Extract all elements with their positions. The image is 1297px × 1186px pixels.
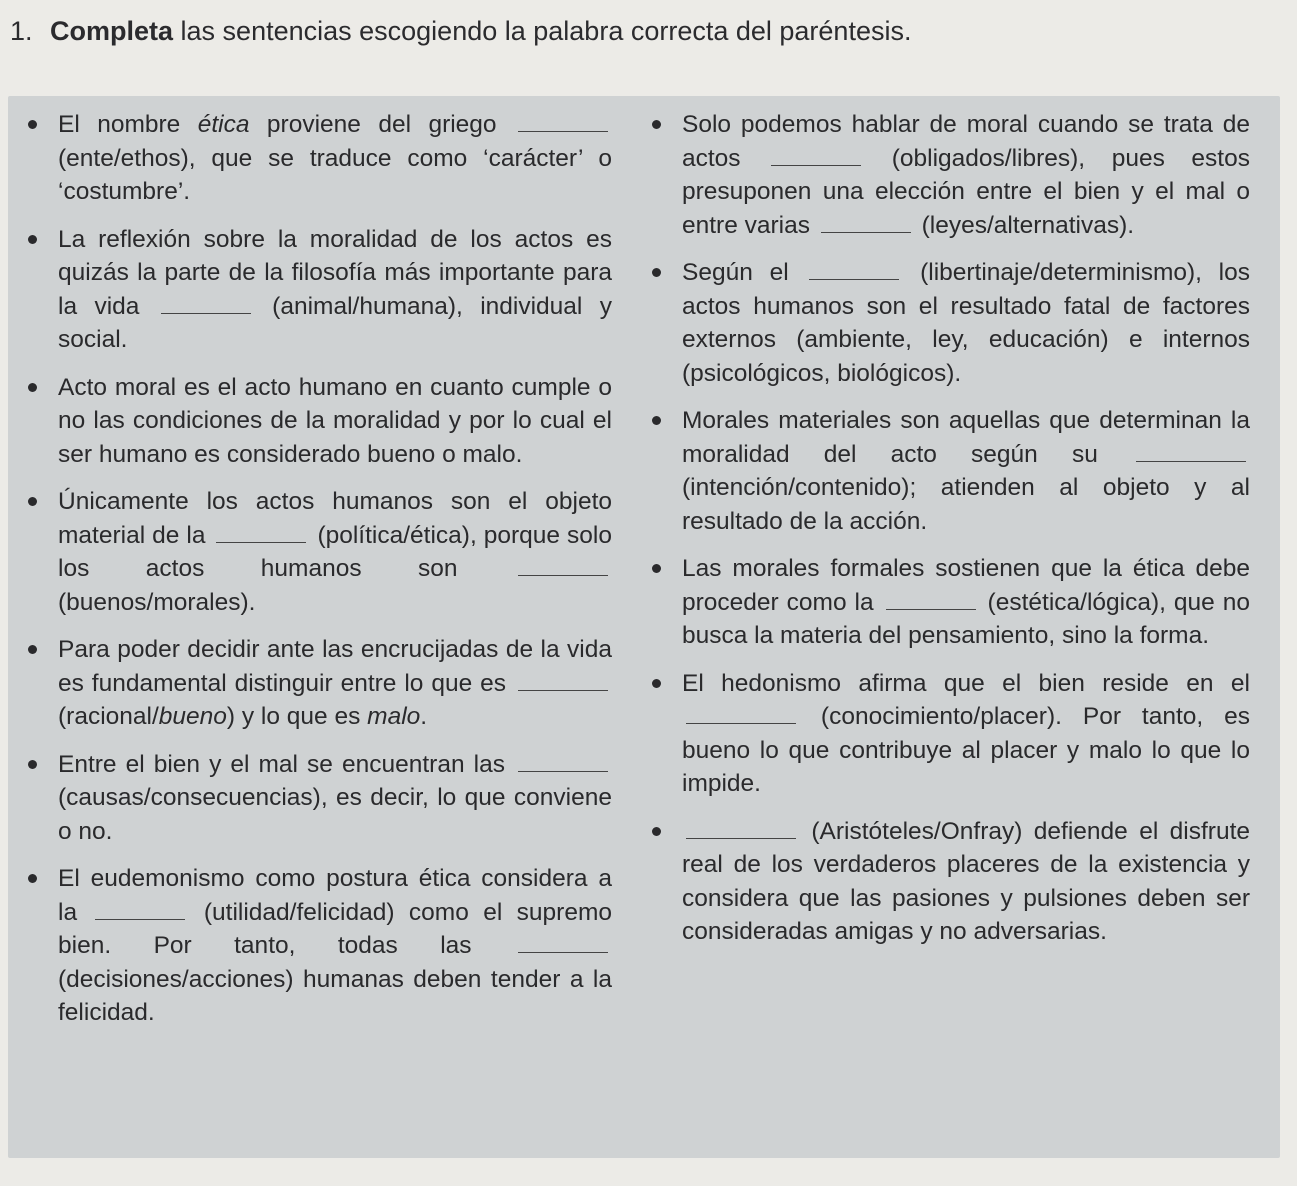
- bullet-icon: [652, 120, 661, 129]
- answer-blank[interactable]: [686, 837, 796, 839]
- bullet-icon: [652, 827, 661, 836]
- sentence-reflexion: La reflexión sobre la moralidad de los actos es quizás la parte de la filosofía más importante para la vida (animal/humana), individual y social.: [14, 223, 612, 357]
- answer-blank[interactable]: [518, 951, 608, 953]
- bullet-icon: [652, 416, 661, 425]
- sentence-onfray: (Aristóteles/Onfray) defiende el disfrute real de los verdaderos placeres de la existencia y considera que las pasiones y pulsiones deben ser consideradas amigas y no adversarias.: [650, 815, 1250, 949]
- bullet-icon: [652, 679, 661, 688]
- answer-blank[interactable]: [518, 130, 608, 132]
- instruction-text: las sentencias escogiendo la palabra correcta del paréntesis.: [173, 16, 912, 46]
- bullet-icon: [28, 120, 37, 129]
- sentence-bien-mal: Entre el bien y el mal se encuentran las (causas/consecuencias), es decir, lo que conviene o no.: [14, 748, 612, 849]
- answer-blank[interactable]: [686, 722, 796, 724]
- answer-blank[interactable]: [216, 541, 306, 543]
- bullet-icon: [28, 645, 37, 654]
- answer-blank[interactable]: [518, 574, 608, 576]
- instruction-bold: Completa: [50, 16, 174, 46]
- right-column: [650, 108, 1250, 963]
- answer-blank[interactable]: [161, 312, 251, 314]
- sentence-hedonismo: El hedonismo afirma que el bien reside en el (conocimiento/placer). Por tanto, es bueno lo que contribuye al placer y malo lo que lo impide.: [650, 667, 1250, 801]
- bullet-icon: [28, 874, 37, 883]
- answer-blank[interactable]: [886, 608, 976, 610]
- sentence-eudemonismo: El eudemonismo como postura ética considera a la (utilidad/felicidad) como el supremo bien. Por tanto, todas las (decisiones/acciones) humanas deben tender a la felicidad.: [14, 862, 612, 1030]
- sentence-determinismo: Según el (libertinaje/determinismo), los actos humanos son el resultado fatal de factores externos (ambiente, ley, educación) e internos (psicológicos, biológicos).: [650, 256, 1250, 390]
- sentence-encrucijadas: Para poder decidir ante las encrucijadas de la vida es fundamental distinguir entre lo que es (racional/bueno) y lo que es malo.: [14, 633, 612, 734]
- sentence-acto-moral: Acto moral es el acto humano en cuanto cumple o no las condiciones de la moralidad y por lo cual el ser humano es considerado bueno o malo.: [14, 371, 612, 472]
- answer-blank[interactable]: [518, 770, 608, 772]
- answer-blank[interactable]: [771, 164, 861, 166]
- answer-blank[interactable]: [1136, 460, 1246, 462]
- bullet-icon: [28, 760, 37, 769]
- sentence-objeto-material: Únicamente los actos humanos son el objeto material de la (política/ética), porque solo los actos humanos son (buenos/morales).: [14, 485, 612, 619]
- sentence-morales-formales: Las morales formales sostienen que la ética debe proceder como la (estética/lógica), que no busca la materia del pensamiento, sino la forma.: [650, 552, 1250, 653]
- answer-blank[interactable]: [821, 231, 911, 233]
- bullet-icon: [652, 268, 661, 277]
- bullet-icon: [28, 235, 37, 244]
- sentence-actos-libres: Solo podemos hablar de moral cuando se trata de actos (obligados/libres), pues estos presuponen una elección entre el bien y el mal o entre varias (leyes/alternativas).: [650, 108, 1250, 242]
- answer-blank[interactable]: [518, 689, 608, 691]
- sentence-etica: El nombre ética proviene del griego (ente/ethos), que se traduce como ‘carácter’ o ‘costumbre’.: [14, 108, 612, 209]
- left-column: [14, 108, 612, 1044]
- bullet-icon: [28, 497, 37, 506]
- sentence-morales-materiales: Morales materiales son aquellas que determinan la moralidad del acto según su (intención/contenido); atienden al objeto y al resultado de la acción.: [650, 404, 1250, 538]
- exercise-number: 1.: [10, 16, 33, 46]
- exercise-instruction: [10, 14, 1280, 48]
- bullet-icon: [28, 383, 37, 392]
- answer-blank[interactable]: [95, 918, 185, 920]
- answer-blank[interactable]: [809, 278, 899, 280]
- bullet-icon: [652, 564, 661, 573]
